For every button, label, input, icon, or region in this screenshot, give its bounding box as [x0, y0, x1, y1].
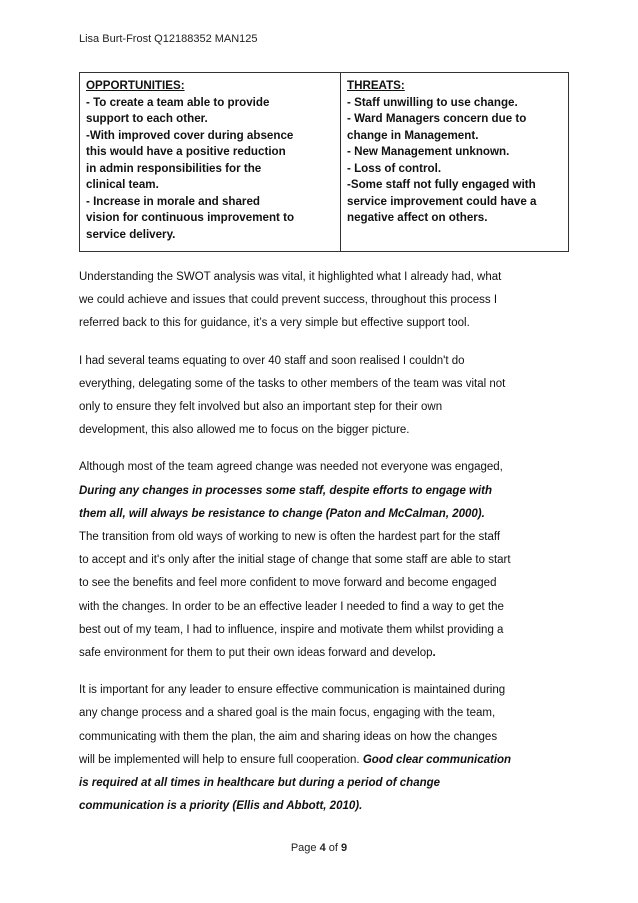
threats-line: - Loss of control. [347, 161, 442, 175]
body-text [79, 266, 571, 832]
opportunities-line: -With improved cover during absence [86, 128, 294, 142]
text-segment: will be implemented will help to ensure full cooperation. [79, 753, 363, 766]
paragraph-delegation [79, 350, 571, 443]
opportunities-line: support to each other. [86, 112, 208, 125]
text-line: referred back to this for guidance, it’s a very simple but effective support tool. [79, 317, 470, 330]
opportunities-title: OPPORTUNITIES: [86, 79, 185, 92]
text-line: we could achieve and issues that could prevent success, throughout this process I [79, 294, 498, 307]
text-line [79, 642, 571, 665]
text-line: I had several teams equating to over 40 staff and soon realised I couldn't do [79, 354, 465, 367]
text-line [79, 749, 571, 772]
threats-title: THREATS: [347, 79, 405, 92]
text-line: everything, delegating some of the tasks to other members of the team was vital not [79, 377, 506, 390]
current-page: 4 [319, 842, 326, 854]
text-line: Although most of the team agreed change was needed not everyone was engaged, [79, 461, 503, 474]
opportunities-cell [80, 73, 341, 252]
text-line: Understanding the SWOT analysis was vital, it highlighted what I already had, what [79, 271, 502, 283]
opportunities-line: clinical team. [86, 178, 159, 191]
text-line: best out of my team, I had to influence, inspire and motivate them whilst providing a [79, 623, 504, 636]
paragraph-communication [79, 679, 571, 818]
text-line: only to ensure they felt involved but also an important step for their own [79, 401, 443, 414]
page-header: Lisa Burt-Frost Q12188352 MAN125 [79, 33, 258, 45]
page-number [0, 842, 638, 854]
text-line: to see the benefits and feel more confident to move forward and become engaged [79, 577, 497, 590]
citation-text: Good clear communication [362, 753, 512, 766]
opportunities-line: this would have a positive reduction [86, 145, 286, 158]
threats-line: - Ward Managers concern due to [347, 112, 527, 125]
text-line: to accept and it's only after the initial stage of change that some staff are able to start [79, 554, 511, 567]
opportunities-line: - Increase in morale and shared [86, 194, 260, 208]
opportunities-line: vision for continuous improvement to [86, 211, 295, 224]
page-of: of [325, 842, 342, 854]
threats-line: negative affect on others. [347, 211, 488, 224]
text-line: The transition from old ways of working to new is often the hardest part for the staff [79, 531, 501, 544]
threats-line: - Staff unwilling to use change. [347, 95, 518, 109]
text-line: any change process and a shared goal is the main focus, engaging with the team, [79, 707, 496, 720]
citation-text: During any changes in processes some staff, despite efforts to engage with [79, 484, 493, 497]
text-line: with the changes. In order to be an effective leader I needed to find a way to get the [79, 600, 504, 613]
text-line: It is important for any leader to ensure effective communication is maintained during [79, 684, 506, 697]
text-line: development, this also allowed me to focus on the bigger picture. [79, 424, 410, 437]
total-pages: 9 [341, 842, 348, 854]
threats-line: change in Management. [347, 128, 479, 142]
text-segment: . [432, 647, 436, 660]
opportunities-line: in admin responsibilities for the [86, 161, 262, 175]
page-prefix: Page [290, 842, 320, 854]
text-line: communicating with them the plan, the aim and sharing ideas on how the changes [79, 730, 498, 743]
threats-line: - New Management unknown. [347, 145, 510, 158]
paragraph-resistance [79, 456, 571, 665]
citation-text: them all, will always be resistance to change (Paton and McCalman, 2000). [79, 507, 485, 520]
opportunities-line: - To create a team able to provide [86, 95, 270, 109]
citation-text: communication is a priority (Ellis and Abbott, 2010). [79, 800, 363, 813]
citation-text: is required at all times in healthcare but during a period of change [79, 777, 441, 790]
threats-line: service improvement could have a [347, 194, 537, 208]
text-segment: safe environment for them to put their own ideas forward and develop [79, 647, 433, 660]
threats-cell [341, 73, 569, 252]
paragraph-swot-understanding [79, 266, 571, 336]
threats-line: -Some staff not fully engaged with [347, 178, 536, 191]
swot-table [79, 72, 569, 252]
opportunities-line: service delivery. [86, 227, 176, 241]
